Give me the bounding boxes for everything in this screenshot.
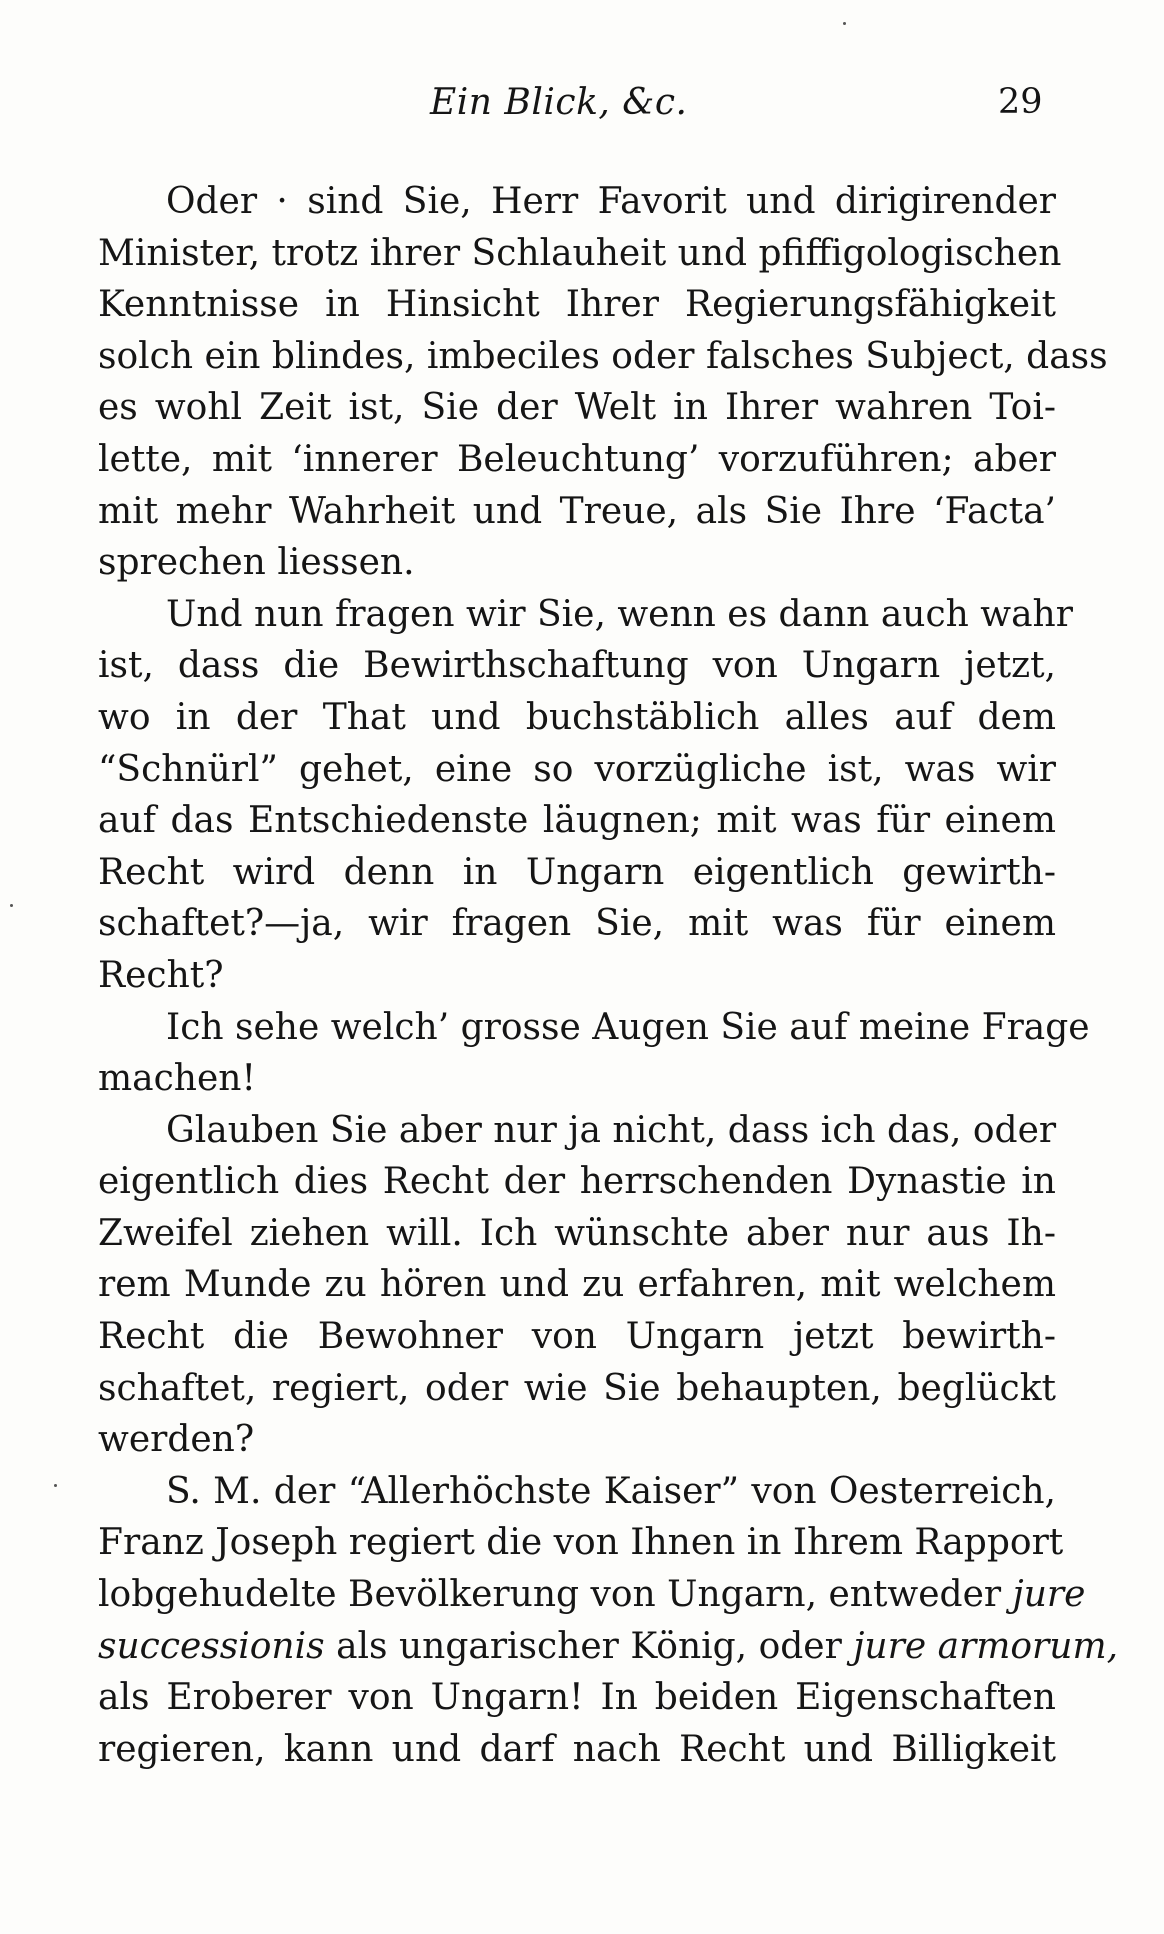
print-speck: [54, 1484, 57, 1487]
text-line: schaftet, regiert, oder wie Sie behaupten, beglückt: [98, 1367, 1056, 1409]
text-line: ist, dass die Bewirthschaftung von Ungarn jetzt,: [98, 645, 1056, 687]
text-line: auf das Entschiedenste läugnen; mit was für einem: [98, 800, 1056, 842]
text-line: mit mehr Wahrheit und Treue, als Sie Ihre ‘Facta’: [98, 490, 1056, 532]
text-line: eigentlich dies Recht der herrschenden Dynastie in: [98, 1161, 1056, 1203]
text-line: solch ein blindes, imbeciles oder falsches Subject, dass: [98, 335, 1108, 377]
body-text: [98, 176, 1119, 1775]
text-line: “Schnürl” gehet, eine so vorzügliche ist, was wir: [98, 748, 1056, 790]
text-line: Kenntnisse in Hinsicht Ihrer Regierungsfähigkeit: [98, 284, 1056, 326]
text-line: machen!: [98, 1058, 256, 1100]
text-line: sprechen liessen.: [98, 542, 415, 584]
italic-term: successionis: [98, 1625, 325, 1667]
text-line: Minister, trotz ihrer Schlauheit und pfiffigologischen: [98, 232, 1062, 274]
text-line: lette, mit ‘innerer Beleuchtung’ vorzuführen; aber: [98, 438, 1056, 480]
text-line: S. M. der “Allerhöchste Kaiser” von Oesterreich,: [166, 1470, 1056, 1512]
text-line: schaftet?—ja, wir fragen Sie, mit was für einem: [98, 903, 1056, 945]
text-line: rem Munde zu hören und zu erfahren, mit welchem: [98, 1264, 1056, 1306]
text-line: Zweifel ziehen will. Ich wünschte aber nur aus Ih-: [98, 1212, 1056, 1254]
text-line: Franz Joseph regiert die von Ihnen in Ihrem Rapport: [98, 1522, 1064, 1564]
text-segment: als ungarischer König, oder: [336, 1625, 842, 1667]
text-line: Ich sehe welch’ grosse Augen Sie auf meine Frage: [166, 1006, 1090, 1048]
text-line: Recht die Bewohner von Ungarn jetzt bewirth-: [98, 1316, 1056, 1358]
print-speck: [10, 904, 13, 907]
text-line: Recht?: [98, 954, 224, 996]
text-line: wo in der That und buchstäblich alles auf dem: [98, 696, 1056, 738]
italic-term: jure: [1012, 1574, 1086, 1616]
text-line: Und nun fragen wir Sie, wenn es dann auch wahr: [166, 593, 1073, 635]
text-line: regieren, kann und darf nach Recht und Billigkeit: [98, 1728, 1056, 1770]
text-segment: lobgehudelte Bevölkerung von Ungarn, entweder: [98, 1574, 1002, 1616]
italic-term: jure armorum,: [853, 1625, 1119, 1667]
text-line: [98, 1569, 1086, 1621]
text-line: werden?: [98, 1419, 255, 1461]
text-line: Recht wird denn in Ungarn eigentlich gewirth-: [98, 851, 1056, 893]
text-line: [98, 1621, 1119, 1673]
text-line: Oder · sind Sie, Herr Favorit und dirigirender: [166, 181, 1056, 222]
text-line: es wohl Zeit ist, Sie der Welt in Ihrer wahren Toi-: [98, 387, 1056, 429]
text-line: Glauben Sie aber nur ja nicht, dass ich das, oder: [166, 1109, 1057, 1151]
running-title: Ein Blick, &c.: [430, 82, 688, 123]
page-number: 29: [998, 82, 1043, 122]
text-line: als Eroberer von Ungarn! In beiden Eigenschaften: [98, 1677, 1056, 1719]
print-speck: [843, 22, 846, 25]
